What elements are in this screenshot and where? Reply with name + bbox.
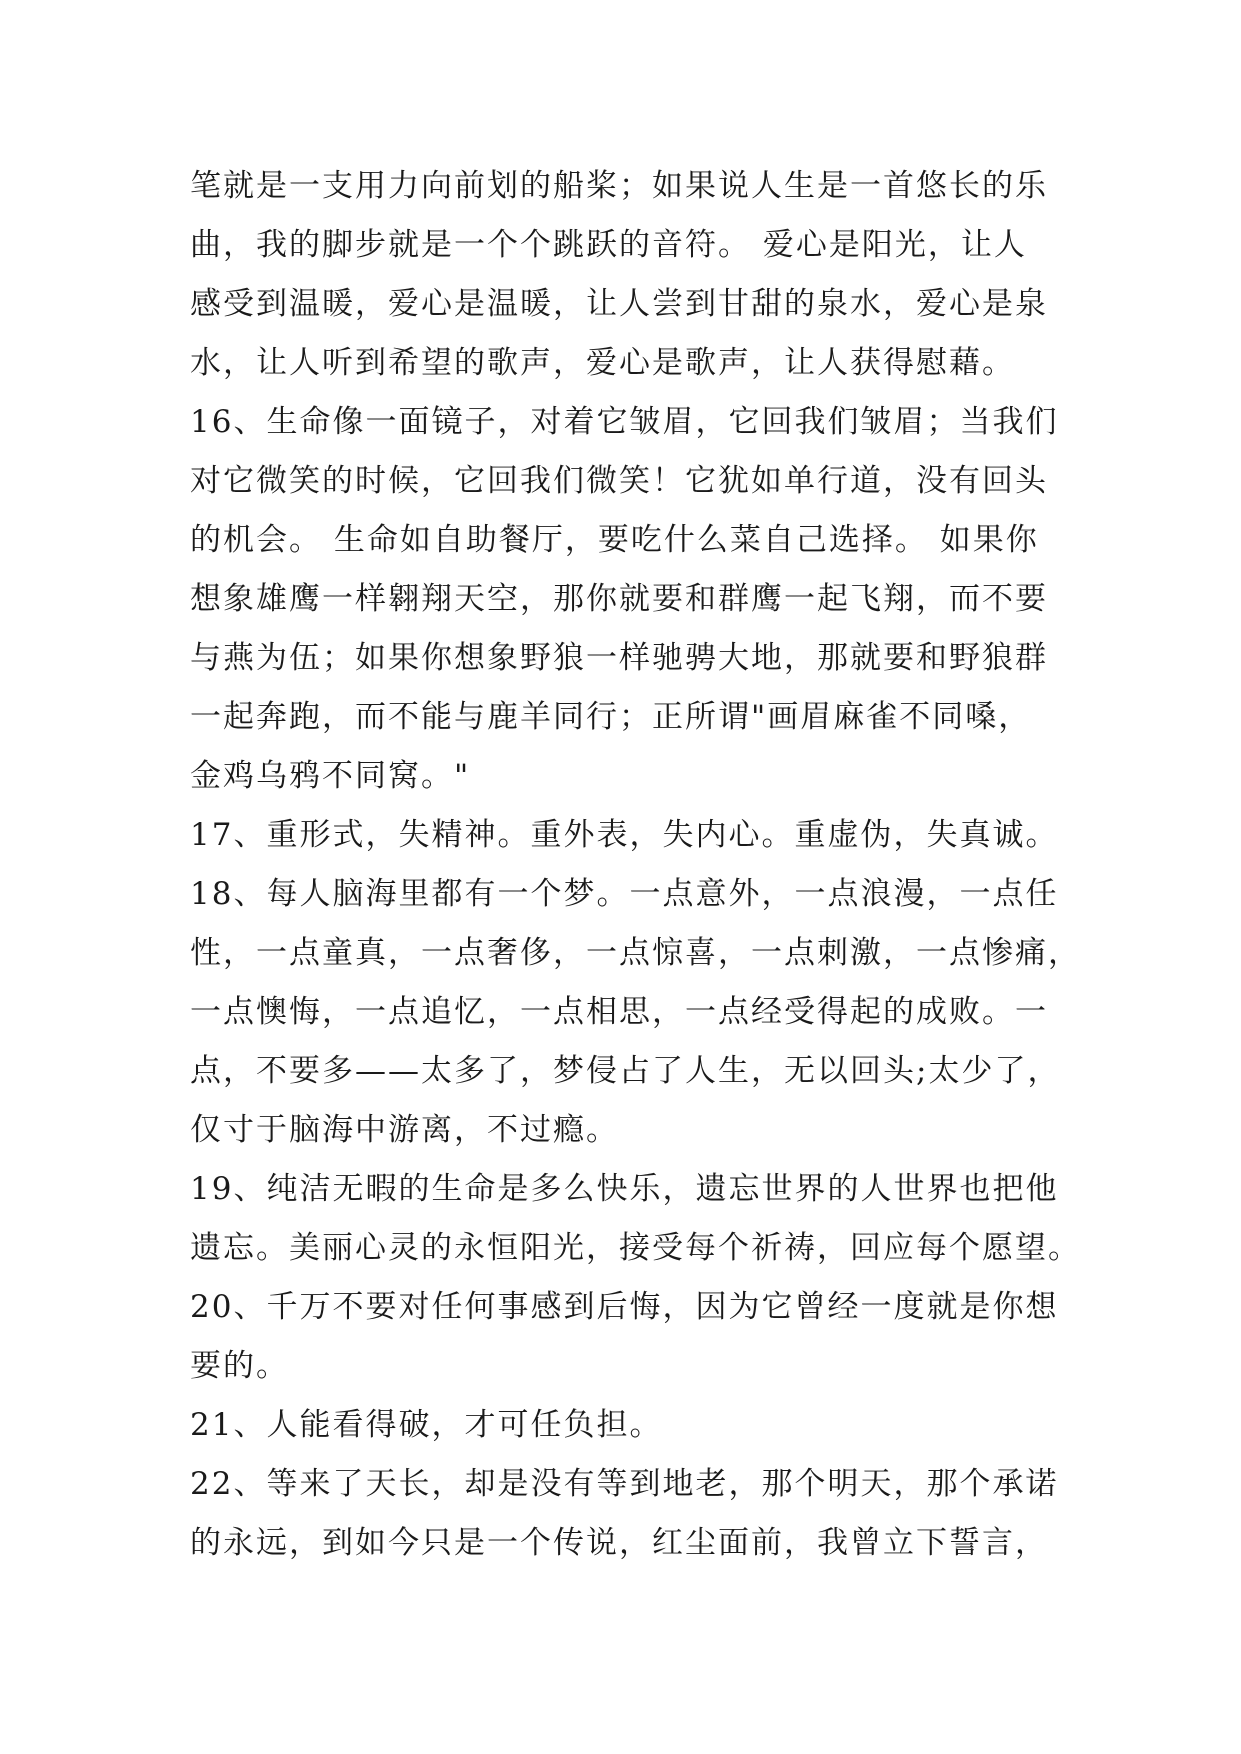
text-line: 要的。 xyxy=(190,1348,289,1384)
text-line: 笔就是一支用力向前划的船桨；如果说人生是一首悠长的乐 xyxy=(190,168,1048,204)
text-line: 一点懊悔，一点追忆，一点相思，一点经受得起的成败。一 xyxy=(190,994,1048,1030)
text-line: 17、重形式，失精神。重外表，失内心。重虚伪，失真诚。 xyxy=(190,817,1059,853)
text-line: 金鸡乌鸦不同窝。" xyxy=(190,758,471,794)
text-line: 与燕为伍；如果你想象野狼一样驰骋大地，那就要和野狼群 xyxy=(190,640,1048,676)
text-line: 19、纯洁无暇的生命是多么快乐，遗忘世界的人世界也把他 xyxy=(190,1171,1059,1207)
text-line: 22、等来了天长，却是没有等到地老，那个明天，那个承诺 xyxy=(190,1466,1059,1502)
text-line: 21、人能看得破，才可任负担。 xyxy=(190,1407,663,1443)
body-text xyxy=(190,157,1081,1573)
text-line: 点，不要多——太多了，梦侵占了人生，无以回头;太少了， xyxy=(190,1053,1061,1089)
text-line: 性，一点童真，一点奢侈，一点惊喜，一点刺激，一点惨痛， xyxy=(190,935,1081,971)
text-line: 想象雄鹰一样翱翔天空，那你就要和群鹰一起飞翔，而不要 xyxy=(190,581,1048,617)
text-line: 遗忘。美丽心灵的永恒阳光，接受每个祈祷，回应每个愿望。 xyxy=(190,1230,1081,1266)
text-line: 20、千万不要对任何事感到后悔，因为它曾经一度就是你想 xyxy=(190,1289,1059,1325)
text-line: 一起奔跑，而不能与鹿羊同行；正所谓"画眉麻雀不同嗓， xyxy=(190,699,1032,735)
text-line: 曲，我的脚步就是一个个跳跃的音符。 爱心是阳光，让人 xyxy=(190,227,1027,263)
text-line: 仅寸于脑海中游离，不过瘾。 xyxy=(190,1112,619,1148)
text-line: 感受到温暖，爱心是温暖，让人尝到甘甜的泉水，爱心是泉 xyxy=(190,286,1048,322)
text-line: 的永远，到如今只是一个传说，红尘面前，我曾立下誓言， xyxy=(190,1525,1048,1561)
text-line: 水，让人听到希望的歌声，爱心是歌声，让人获得慰藉。 xyxy=(190,345,1015,381)
text-line: 18、每人脑海里都有一个梦。一点意外，一点浪漫，一点任 xyxy=(190,876,1059,912)
text-line: 对它微笑的时候，它回我们微笑！它犹如单行道，没有回头 xyxy=(190,463,1048,499)
text-line: 16、生命像一面镜子，对着它皱眉，它回我们皱眉；当我们 xyxy=(190,404,1059,440)
text-line: 的机会。 生命如自助餐厅，要吃什么菜自己选择。 如果你 xyxy=(190,522,1039,558)
